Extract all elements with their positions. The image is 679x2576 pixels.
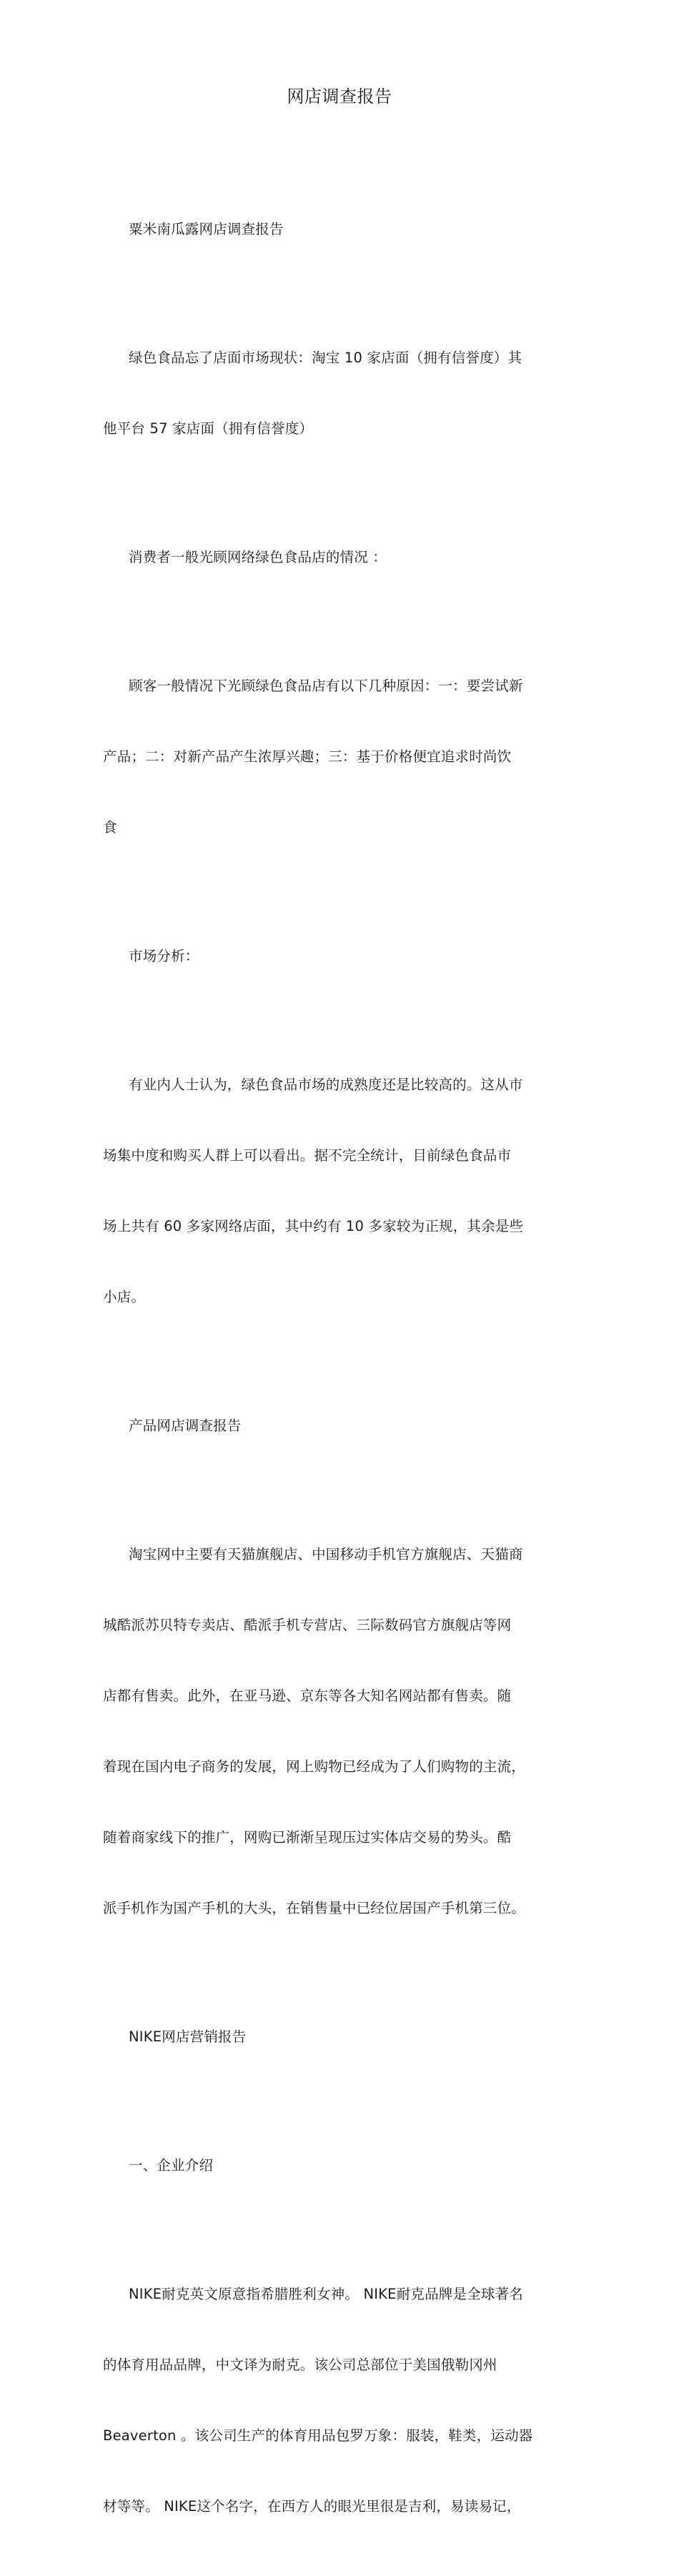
paragraph bbox=[103, 1367, 560, 1485]
paragraph bbox=[103, 170, 560, 288]
paragraph-line: 淘宝网中主要有天猫旗舰店、中国移动手机官方旗舰店、天猫商 bbox=[129, 1546, 523, 1562]
paragraph-line: 小店。 bbox=[103, 1289, 146, 1305]
paragraph bbox=[103, 1026, 560, 1356]
paragraph-line: 一、企业介绍 bbox=[129, 2157, 214, 2174]
paragraph bbox=[103, 498, 560, 616]
paragraph-line: 材等等。 NIKE这个名字，在西方人的眼光里很是吉利，易读易记， bbox=[103, 2498, 521, 2515]
paragraph bbox=[103, 2235, 560, 2565]
paragraph-line: 顾客一般情况下光顾绿色食品店有以下几种原因：一：要尝试新 bbox=[129, 678, 523, 694]
paragraph-line: 的体育用品品牌，中文译为耐克。该公司总部位于美国俄勒冈州 bbox=[103, 2357, 497, 2373]
paragraph-line: 场上共有 60 多家网络店面，其中约有 10 多家较为正规，其余是些 bbox=[103, 1218, 524, 1234]
paragraph-line: 城酷派苏贝特专卖店、酷派手机专营店、三际数码官方旗舰店等网 bbox=[103, 1617, 512, 1633]
paragraph-line: 粟米南瓜露网店调查报告 bbox=[129, 221, 284, 237]
paragraph-line: Beaverton 。该公司生产的体育用品包罗万象：服装，鞋类，运动器 bbox=[103, 2427, 533, 2444]
document-body bbox=[103, 170, 560, 2576]
paragraph-line: 随着商家线下的推广，网购已渐渐呈现压过实体店交易的势头。酷 bbox=[103, 1829, 512, 1846]
paragraph-line: 食 bbox=[103, 819, 117, 836]
paragraph-line: NIKE网店营销报告 bbox=[129, 2028, 247, 2045]
paragraph bbox=[103, 897, 560, 1015]
paragraph-line: 店都有售卖。此外，在亚马逊、京东等各大知名网站都有售卖。随 bbox=[103, 1688, 512, 1704]
paragraph-line: 派手机作为国产手机的大头，在销售量中已经位居国产手机第三位。 bbox=[103, 1900, 526, 1916]
paragraph-line: 产品；二：对新产品产生浓厚兴趣；三：基于价格便宜追求时尚饮 bbox=[103, 748, 512, 765]
paragraph bbox=[103, 299, 560, 487]
paragraph bbox=[103, 1978, 560, 2096]
paragraph bbox=[103, 2106, 560, 2224]
paragraph-line: 有业内人士认为，绿色食品市场的成熟度还是比较高的。这从市 bbox=[129, 1076, 523, 1093]
document-title: 网店调查报告 bbox=[287, 86, 392, 106]
paragraph-line: 市场分析： bbox=[129, 948, 199, 964]
paragraph-line: 消费者一般光顾网络绿色食品店的情况 ： bbox=[129, 549, 387, 565]
paragraph-line: 绿色食品忘了店面市场现状：淘宝 10 家店面（拥有信誉度）其 bbox=[129, 350, 522, 366]
paragraph bbox=[103, 1495, 560, 1967]
paragraph-line: NIKE耐克英文原意指希腊胜利女神。 NIKE耐克品牌是全球著名 bbox=[129, 2286, 523, 2302]
paragraph-line: 场集中度和购买人群上可以看出。据不完全统计，目前绿色食品市 bbox=[103, 1147, 512, 1164]
paragraph-line: 着现在国内电子商务的发展，网上购物已经成为了人们购物的主流， bbox=[103, 1758, 526, 1775]
paragraph-line: 他平台 57 家店面（拥有信誉度） bbox=[103, 420, 314, 437]
paragraph-line: 产品网店调查报告 bbox=[129, 1417, 242, 1434]
paragraph bbox=[103, 627, 560, 886]
